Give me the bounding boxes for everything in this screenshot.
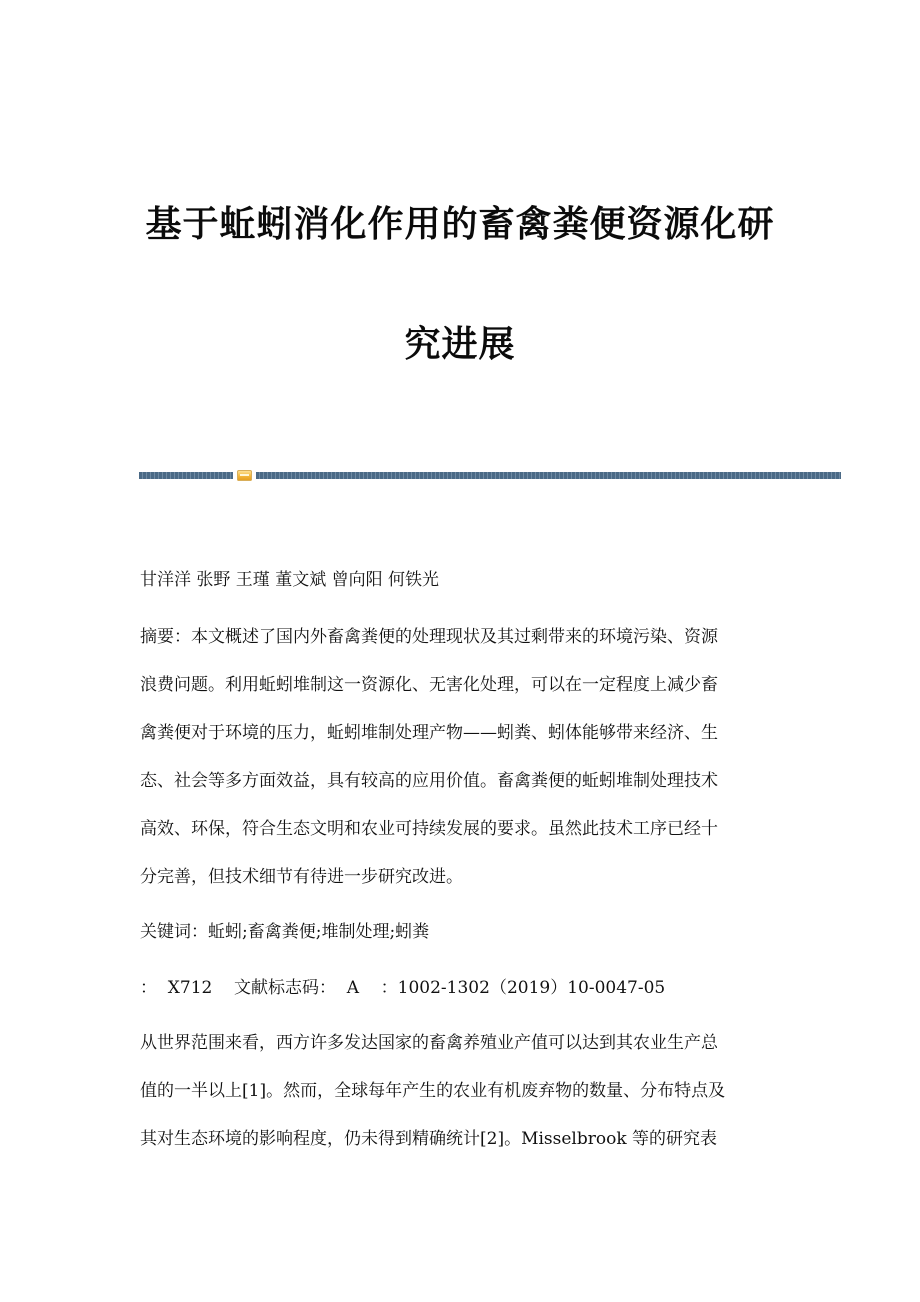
divider-bar-left [139, 472, 233, 479]
abstract-line-1: 摘要：本文概述了国内外畜禽粪便的处理现状及其过剩带来的环境污染、资源 [140, 627, 718, 647]
keywords: 关键词：蚯蚓;畜禽粪便;堆制处理;蚓粪 [140, 922, 430, 942]
classification-line: ： X712 文献标志码： A ：1002-1302（2019）10-0047-05 [140, 978, 666, 998]
abstract-line-4: 态、社会等多方面效益，具有较高的应用价值。畜禽粪便的蚯蚓堆制处理技术 [140, 771, 718, 791]
abstract-line-5: 高效、环保，符合生态文明和农业可持续发展的要求。虽然此技术工序已经十 [140, 819, 718, 839]
abstract-line-2: 浪费问题。利用蚯蚓堆制这一资源化、无害化处理，可以在一定程度上减少畜 [140, 675, 718, 695]
paper-title-line-1: 基于蚯蚓消化作用的畜禽粪便资源化研 [145, 203, 775, 245]
title-divider [139, 470, 841, 480]
paper-title-line-2: 究进展 [404, 323, 516, 365]
body-line-1: 从世界范围来看，西方许多发达国家的畜禽养殖业产值可以达到其农业生产总 [140, 1033, 718, 1053]
body-line-2: 值的一半以上[1]。然而，全球每年产生的农业有机废弃物的数量、分布特点及 [140, 1081, 726, 1101]
divider-bar-right [256, 472, 841, 479]
divider-ornament-icon [237, 470, 252, 481]
abstract-line-3: 禽粪便对于环境的压力，蚯蚓堆制处理产物——蚓粪、蚓体能够带来经济、生 [140, 723, 718, 743]
author-list: 甘洋洋 张野 王瑾 董文斌 曾向阳 何铁光 [140, 570, 440, 590]
abstract-line-6: 分完善，但技术细节有待进一步研究改进。 [140, 867, 463, 887]
body-line-3: 其对生态环境的影响程度，仍未得到精确统计[2]。Misselbrook 等的研究表 [140, 1129, 718, 1149]
